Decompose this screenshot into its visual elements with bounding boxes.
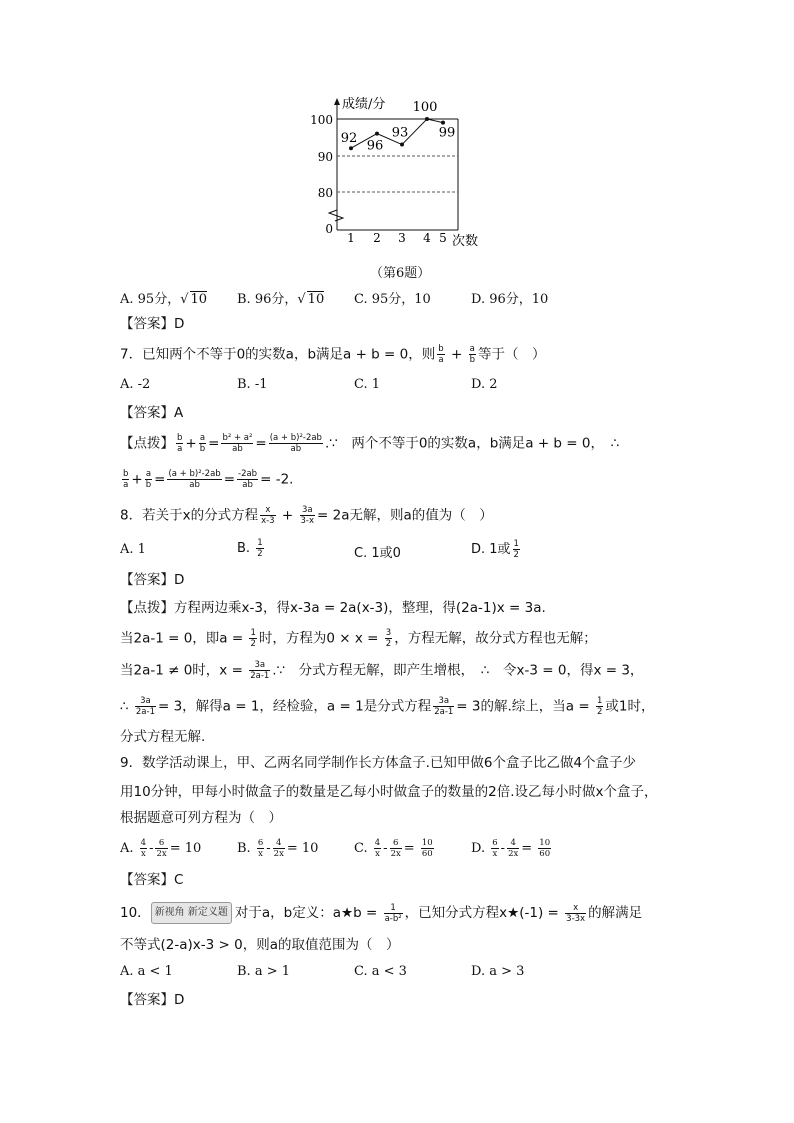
q10-stem-line2: 不等式(2-a)x-3 > 0，则a的取值范围为（ ） xyxy=(120,937,400,953)
axis-break xyxy=(329,210,343,221)
data-label-1: 92 xyxy=(340,131,358,147)
q7-option-c: C. 1 xyxy=(354,377,381,392)
q10-option-a: A. a < 1 xyxy=(120,964,173,979)
x-tick-1: 1 xyxy=(347,231,355,245)
q8-option-c: C. 1或0 xyxy=(354,546,401,561)
q9-option-c: C. $\frac{4}{x}$ - $\frac{6}{2x}$ = $\frac{10}{60}$ xyxy=(354,838,433,859)
y-tick-90: 90 xyxy=(317,150,333,164)
q8-stem: 8．若关于x的分式方程 $\frac{x}{x-3}$ + $\frac{3a}{3-x}$ = 2a无解，则a的值为（ ） xyxy=(120,505,493,526)
sqrt-icon: √ xyxy=(297,292,306,307)
q8-answer: 【答案】D xyxy=(120,572,185,588)
q10-option-b: B. a > 1 xyxy=(237,964,290,979)
q7-hint-line2: $\frac{b}{a}$ + $\frac{a}{b}$ = $\frac{\text{(a + b)²-2ab}}{ab}$ = $\frac{-2ab}{ab}$ = -2. xyxy=(123,469,294,490)
q7-option-d: D. 2 xyxy=(471,377,498,392)
q8-hint-line2: 当2a-1 = 0，即a = $\frac{1}{2}$ 时，方程为0 × x = $\frac{3}{2}$ ，方程无解，故分式方程也无解； xyxy=(120,628,597,649)
figure-caption: （第6题） xyxy=(370,266,431,281)
q7-hint-line1: 【点拨】 $\frac{b}{a}$ + $\frac{a}{b}$ = $\frac{\text{b² + a²}}{ab}$ = $\frac{\text{(a + b)²-2ab}}{ab}$ .∵ 两个不等于0的实数a，b满足a + b = 0， ∴ xyxy=(120,433,620,454)
q9-stem-line2: 用10分钟，甲每小时做盒子的数量是乙每小时做盒子的数量的2倍.设乙每小时做x个盒子， xyxy=(120,784,658,800)
data-point-4 xyxy=(425,117,429,121)
q9-answer: 【答案】C xyxy=(120,872,184,888)
q9-stem-line3: 根据题意可列方程为（ ） xyxy=(120,810,282,826)
y-axis-label: 成绩/分 xyxy=(342,97,386,112)
q7-answer: 【答案】A xyxy=(120,405,184,421)
y-tick-0: 0 xyxy=(325,222,333,236)
x-tick-3: 3 xyxy=(398,231,406,245)
q8-hint-line3: 当2a-1 ≠ 0时，x = $\frac{3a}{2a-1}$ .∵ 分式方程无解，即产生增根， ∴ 令x-3 = 0，得x = 3， xyxy=(120,660,644,681)
q8-option-b: B. $\frac{1}{2}$ xyxy=(237,538,263,559)
q9-stem-line1: 9．数学活动课上，甲、乙两名同学制作长方体盒子.已知甲做6个盒子比乙做4个盒子少 xyxy=(120,755,637,771)
q6-option-b: B. 96分，√ 10 xyxy=(237,292,325,307)
q8-hint-line5: 分式方程无解. xyxy=(120,729,206,745)
q8-option-d: D. 1或 $\frac{1}{2}$ xyxy=(471,539,519,560)
q7-stem: 7．已知两个不等于0的实数a，b满足a + b = 0，则 $\frac{b}{a}$ + $\frac{a}{b}$ 等于（ ） xyxy=(120,344,546,365)
data-label-5: 99 xyxy=(438,125,456,141)
y-tick-80: 80 xyxy=(317,186,333,200)
q9-option-b: B. $\frac{6}{x}$ - $\frac{4}{2x}$ = 10 xyxy=(237,838,319,859)
data-point-3 xyxy=(400,143,404,147)
data-label-4: 100 xyxy=(412,100,438,115)
data-point-5 xyxy=(441,121,445,125)
x-tick-4: 4 xyxy=(423,231,431,245)
new-perspective-badge: 新视角 新定义题 xyxy=(151,902,232,924)
data-point-1 xyxy=(349,146,353,150)
q8-option-a: A. 1 xyxy=(120,542,146,557)
x-tick-5: 5 xyxy=(439,231,447,245)
q10-stem-line1: 10． 新视角 新定义题 对于a，b定义：a★b = $\frac{1}{\text{a-b²}}$ ，已知分式方程x★(-1) = $\frac{x}{3-3x}$ 的解满足 xyxy=(120,902,643,924)
q10-option-c: C. a < 3 xyxy=(354,964,407,979)
x-tick-2: 2 xyxy=(373,231,381,245)
q6-option-d: D. 96分，10 xyxy=(471,292,549,307)
data-label-3: 93 xyxy=(391,125,409,141)
q10-answer: 【答案】D xyxy=(120,992,185,1008)
q6-answer: 【答案】D xyxy=(120,316,185,332)
x-axis-label: 次数 xyxy=(452,234,479,249)
q7-option-b: B. -1 xyxy=(237,377,268,392)
sqrt-icon: √ xyxy=(180,292,189,307)
q9-option-d: D. $\frac{6}{x}$ - $\frac{4}{2x}$ = $\frac{10}{60}$ xyxy=(471,838,551,859)
q8-hint-line4: ∴ $\frac{3a}{2a-1}$ = 3，解得a = 1，经检验，a = 1是分式方程 $\frac{3a}{2a-1}$ = 3的解.综上，当a = $\frac{1}{2}$ 或1时， xyxy=(120,696,655,717)
score-line-chart xyxy=(300,90,500,260)
q10-option-d: D. a > 3 xyxy=(471,964,525,979)
data-point-2 xyxy=(375,132,379,136)
q8-hint-line1: 【点拨】方程两边乘x-3，得x-3a = 2a(x-3)，整理，得(2a-1)x = 3a. xyxy=(120,600,546,616)
y-tick-100: 100 xyxy=(310,113,333,127)
y-axis-arrow xyxy=(334,98,340,105)
q6-option-a: A. 95分，√ 10 xyxy=(120,292,208,307)
q6-option-c: C. 95分，10 xyxy=(354,292,431,307)
q7-option-a: A. -2 xyxy=(120,377,151,392)
q9-option-a: A. $\frac{4}{x}$ - $\frac{6}{2x}$ = 10 xyxy=(120,838,202,859)
data-label-2: 96 xyxy=(366,138,384,154)
